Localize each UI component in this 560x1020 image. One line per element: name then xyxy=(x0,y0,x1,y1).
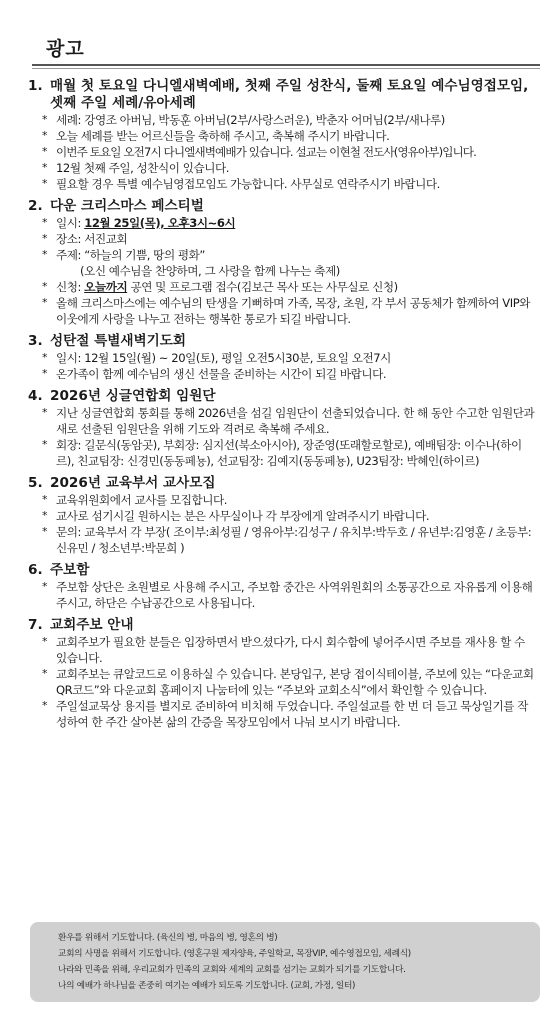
title-rule xyxy=(32,64,540,66)
section-number: 4. xyxy=(28,388,43,404)
prayer-box xyxy=(30,922,540,1002)
prayer-line: 나의 예배가 하나님을 존중히 여기는 예배가 되도록 기도합니다. (교회, 가정, 일터) xyxy=(58,981,356,991)
list-item: * 교회주보는 큐알코드로 이용하실 수 있습니다. 본당입구, 본당 접이식테이블, 주보에 있는 “다운교회 QR코드”와 다운교회 홈페이지 나눔터에 있는 “주보와 교회소식”에서 확인할 수 있습니다. xyxy=(42,667,534,697)
asterisk-icon: * xyxy=(42,493,48,506)
section-title: 주보함 xyxy=(50,562,90,578)
asterisk-icon: * xyxy=(42,177,48,190)
title-rule-thin xyxy=(32,68,540,69)
list-item: * 주제: “하늘의 기쁨, 땅의 평화” (오신 예수님을 찬양하며, 그 사랑을 함께 나누는 축제) xyxy=(42,248,340,278)
section-heading xyxy=(28,562,538,579)
section-title: 2026년 싱글연합회 임원단 xyxy=(50,388,216,404)
section-2 xyxy=(28,198,538,327)
list-item: * 올해 크리스마스에는 예수님의 탄생을 기뻐하며 가족, 목장, 초원, 각 부서 공동체가 함께하여 VIP와 이웃에게 사랑을 나누고 전하는 행복한 통로가 되길 바랍니다. xyxy=(42,296,531,326)
asterisk-icon: * xyxy=(42,232,48,245)
list-item: * 지난 싱글연합회 통회를 통해 2026년을 섬길 임원단이 선출되었습니다. 한 해 동안 수고한 임원단과 새로 선출된 임원단을 위해 기도와 격려로 축복해 주세요. xyxy=(42,406,535,436)
section-heading xyxy=(28,78,538,112)
section-5 xyxy=(28,475,538,556)
list-item: * 이번주 토요일 오전7시 다니엘새벽예배가 있습니다. 설교는 이현철 전도사(영유아부)입니다. xyxy=(42,145,476,159)
asterisk-icon: * xyxy=(42,351,48,364)
section-title: 다운 크리스마스 페스티벌 xyxy=(50,198,204,214)
asterisk-icon: * xyxy=(42,635,48,648)
page-title: 광고 xyxy=(46,38,85,60)
section-number: 3. xyxy=(28,333,43,349)
asterisk-icon: * xyxy=(42,280,48,293)
list-item: * 오늘 세례를 받는 어르신들을 축하해 주시고, 축복해 주시기 바랍니다. xyxy=(42,129,390,143)
asterisk-icon: * xyxy=(42,438,48,451)
list-item: * 일시: 12월 15일(월) ~ 20일(토), 평일 오전5시30분, 토요일 오전7시 xyxy=(42,351,391,365)
asterisk-icon: * xyxy=(42,580,48,593)
section-number: 6. xyxy=(28,562,43,578)
asterisk-icon: * xyxy=(42,367,48,380)
section-title: 성탄절 특별새벽기도회 xyxy=(50,333,187,349)
prayer-line: 환우를 위해서 기도합니다. (육신의 병, 마음의 병, 영혼의 병) xyxy=(58,933,278,943)
asterisk-icon: * xyxy=(42,509,48,522)
list-item: * 12월 첫째 주일, 성찬식이 있습니다. xyxy=(42,161,230,175)
prayer-line: 나라와 민족을 위해, 우리교회가 민족의 교회와 세계의 교회를 섬기는 교회가 되기를 기도합니다. xyxy=(58,965,406,975)
section-number: 2. xyxy=(28,198,43,214)
list-item: * 주일설교묵상 용지를 별지로 준비하여 비치해 두었습니다. 주일설교를 한 번 더 듣고 묵상일기를 작성하여 한 주간 살아본 삶의 간증을 목장모임에서 나눠 보시기 바랍니다. xyxy=(42,699,529,729)
section-6 xyxy=(28,562,538,611)
list-item: * 세례: 강영조 아버님, 박동훈 아버님(2부/사랑스러운), 박춘자 어머님(2부/새나루) xyxy=(42,113,445,127)
section-3 xyxy=(28,333,538,382)
prayer-line: 교회의 사명을 위해서 기도합니다. (영혼구원 제자양육, 주일학교, 목장VIP, 예수영접모임, 세례식) xyxy=(58,949,411,959)
section-heading xyxy=(28,388,538,405)
list-item: * 주보함 상단은 초원별로 사용해 주시고, 주보함 중간은 사역위원회의 소통공간으로 자유롭게 이용해 주시고, 하단은 수납공간으로 사용됩니다. xyxy=(42,580,533,610)
section-1 xyxy=(28,78,538,192)
list-item: * 장소: 서진교회 xyxy=(42,232,128,246)
section-number: 7. xyxy=(28,617,43,633)
section-title: 2026년 교육부서 교사모집 xyxy=(50,475,216,491)
list-item: * 일시: 12월 25일(목), 오후3시~6시 xyxy=(42,216,236,230)
asterisk-icon: * xyxy=(42,525,48,538)
asterisk-icon: * xyxy=(42,113,48,126)
section-heading xyxy=(28,475,538,492)
section-7 xyxy=(28,617,538,730)
list-item: * 회장: 길문식(동암곳), 부회장: 심지선(북소아시아), 장준영(또래할로할로), 예배팀장: 이수나(하이르), 친교팀장: 신경민(동동페뇽), 선교팀장: 김예지(동동페뇽), U23팀장: 박혜인(하이르) xyxy=(42,438,522,468)
list-item: * 온가족이 함께 예수님의 생신 선물을 준비하는 시간이 되길 바랍니다. xyxy=(42,367,387,381)
asterisk-icon: * xyxy=(42,248,48,261)
section-4 xyxy=(28,388,538,469)
asterisk-icon: * xyxy=(42,296,48,309)
list-item: * 필요할 경우 특별 예수님영접모임도 가능합니다. 사무실로 연락주시기 바랍니다. xyxy=(42,177,440,191)
list-item: * 교육위원회에서 교사를 모집합니다. xyxy=(42,493,227,507)
asterisk-icon: * xyxy=(42,129,48,142)
asterisk-icon: * xyxy=(42,216,48,229)
deadline: 오늘까지 xyxy=(84,280,128,294)
section-title: 교회주보 안내 xyxy=(50,617,134,633)
section-heading xyxy=(28,198,538,215)
section-heading xyxy=(28,333,538,350)
announcements xyxy=(28,72,538,730)
section-number: 5. xyxy=(28,475,43,491)
list-item: * 교사로 섬기시길 원하시는 분은 사무실이나 각 부장에게 알려주시기 바랍니다. xyxy=(42,509,430,523)
asterisk-icon: * xyxy=(42,699,48,712)
asterisk-icon: * xyxy=(42,667,48,680)
list-item: * 문의: 교육부서 각 부장( 조이부:최성필 / 영유아부:김성구 / 유치부:박두호 / 유년부:김영훈 / 초등부:신유민 / 청소년부:박문희 ) xyxy=(42,525,532,555)
list-item: * 교회주보가 필요한 분들은 입장하면서 받으셨다가, 다시 회수함에 넣어주시면 주보를 재사용 할 수 있습니다. xyxy=(42,635,525,665)
section-number: 1. xyxy=(28,78,43,94)
asterisk-icon: * xyxy=(42,406,48,419)
section-title: 매월 첫 토요일 다니엘새벽예배, 첫째 주일 성찬식, 둘째 토요일 예수님영접모임, 셋째 주일 세례/유아세례 xyxy=(50,78,529,111)
asterisk-icon: * xyxy=(42,161,48,174)
asterisk-icon: * xyxy=(42,145,48,158)
list-item: * 신청: 오늘까지 공연 및 프로그램 접수(김보근 목사 또는 사무실로 신청) xyxy=(42,280,398,294)
section-heading xyxy=(28,617,538,634)
event-date: 12월 25일(목), 오후3시~6시 xyxy=(84,216,236,230)
